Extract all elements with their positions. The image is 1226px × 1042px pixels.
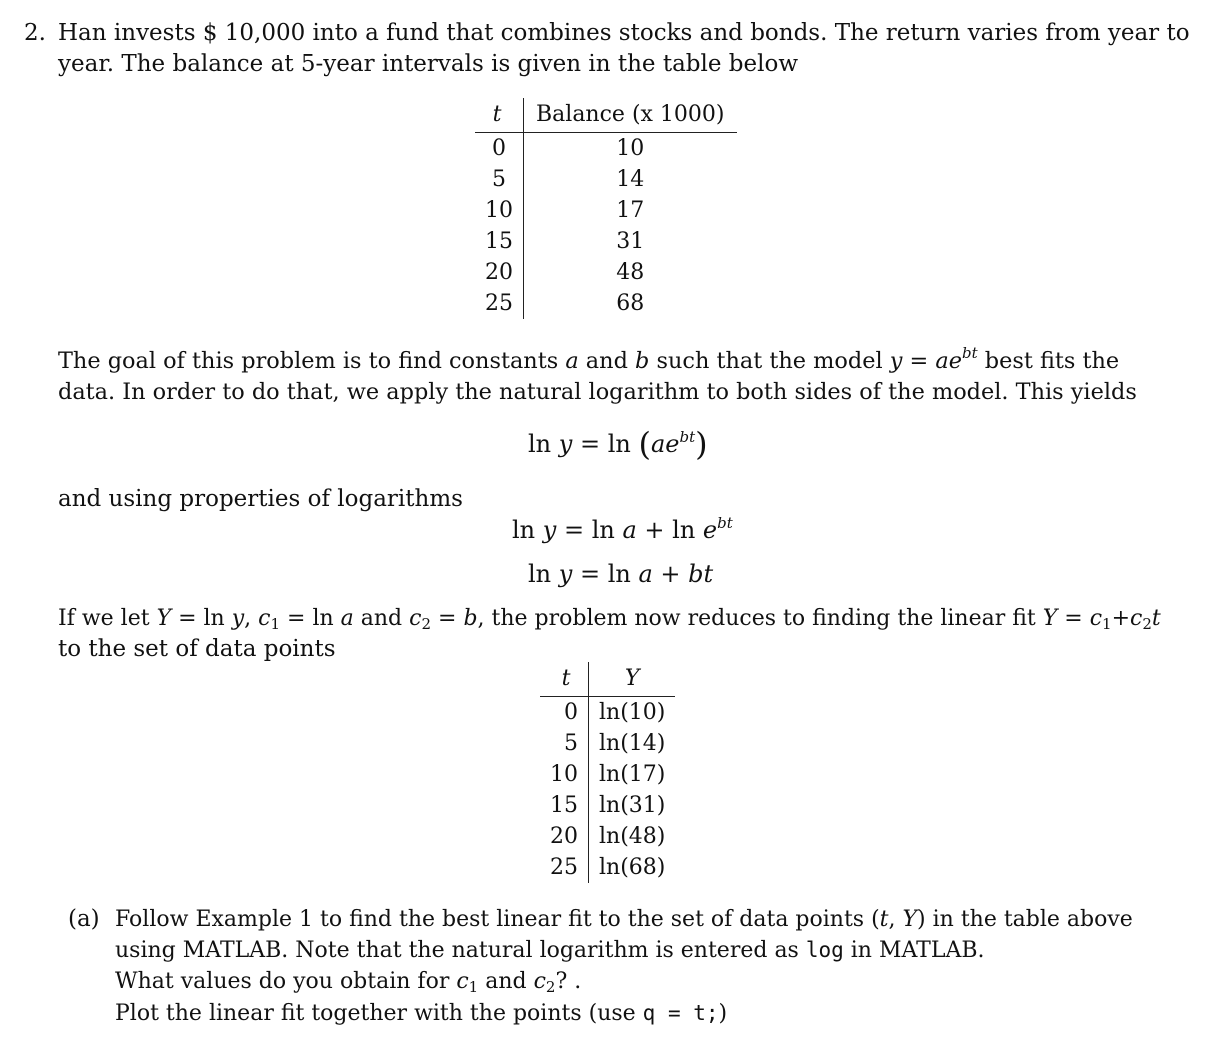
- table-row: [475, 257, 737, 288]
- table-row: [540, 852, 675, 883]
- equation-ln-model: $\ln y = \ln (ae^{bt})$: [528, 425, 708, 463]
- reduce-line-2: to the set of data points: [58, 636, 336, 662]
- table-row: [540, 759, 675, 790]
- log-table: [540, 662, 675, 883]
- table-row: [540, 821, 675, 852]
- cell-Y: ln(14): [599, 731, 666, 756]
- table-row: [475, 133, 737, 165]
- intro-line-2: year. The balance at 5-year intervals is given in the table below: [58, 51, 799, 77]
- table-row: [475, 226, 737, 257]
- cell-t: 20: [540, 821, 589, 852]
- table-row: [540, 728, 675, 759]
- balance-table: [475, 98, 737, 319]
- part-a-line-1: Follow Example 1 to find the best linear fit to the set of data points (t, Y) in the table above: [115, 907, 1133, 932]
- cell-t: 5: [475, 164, 524, 195]
- cell-Y: ln(17): [599, 762, 666, 787]
- cell-t: 0: [475, 133, 524, 165]
- properties-text: and using properties of logarithms: [58, 486, 463, 512]
- cell-t: 5: [540, 728, 589, 759]
- cell-balance: 10: [616, 136, 645, 161]
- cell-Y: ln(48): [599, 824, 666, 849]
- part-a-label: (a): [68, 906, 100, 932]
- table-row: [540, 697, 675, 729]
- reduce-line-1: If we let Y = ln y, $c_1 = \ln a$ and $c_2 = b$, the problem now reduces to finding the linear fit $Y = c_1+c_2t$: [58, 606, 1161, 633]
- cell-t: 20: [475, 257, 524, 288]
- intro-line-1: Han invests $ 10,000 into a fund that combines stocks and bonds. The return varies from year to: [58, 20, 1190, 46]
- column-header-t: t: [540, 662, 589, 697]
- cell-balance: 31: [616, 229, 645, 254]
- table-header-row: [540, 662, 675, 697]
- q-equals-t-code: q = t;: [642, 1001, 719, 1025]
- problem-number: 2.: [24, 20, 46, 46]
- part-a-line-2: using MATLAB. Note that the natural logarithm is entered as log in MATLAB.: [115, 938, 985, 963]
- cell-balance: 48: [616, 260, 645, 285]
- column-header-balance: Balance (x 1000): [524, 98, 737, 133]
- cell-t: 10: [540, 759, 589, 790]
- cell-t: 15: [475, 226, 524, 257]
- cell-Y: ln(68): [599, 855, 666, 880]
- table-row: [475, 288, 737, 319]
- cell-balance: 68: [616, 291, 645, 316]
- cell-t: 25: [540, 852, 589, 883]
- cell-balance: 17: [616, 198, 645, 223]
- column-header-Y: Y: [589, 662, 676, 697]
- table-row: [475, 195, 737, 226]
- equation-log-sum: $\ln y = \ln a + \ln e^{bt}$: [512, 514, 733, 544]
- log-code: log: [805, 938, 844, 962]
- table-row: [540, 790, 675, 821]
- part-a-line-3: What values do you obtain for $c_1$ and $c_2$? .: [115, 969, 582, 996]
- cell-t: 0: [540, 697, 589, 729]
- table-row: [475, 164, 737, 195]
- cell-t: 25: [475, 288, 524, 319]
- goal-line-2: data. In order to do that, we apply the natural logarithm to both sides of the model. This yields: [58, 379, 1137, 405]
- cell-Y: ln(31): [599, 793, 666, 818]
- cell-t: 15: [540, 790, 589, 821]
- column-header-t: t: [475, 98, 524, 133]
- cell-t: 10: [475, 195, 524, 226]
- table-header-row: [475, 98, 737, 133]
- cell-Y: ln(10): [599, 700, 666, 725]
- goal-line-1: The goal of this problem is to find constants a and b such that the model $y = ae^{bt}$ best fits the: [58, 344, 1120, 374]
- cell-balance: 14: [616, 167, 645, 192]
- part-a-line-4: Plot the linear fit together with the points (use q = t;): [115, 1001, 728, 1026]
- equation-linear-form: ln y = ln a + bt: [528, 560, 714, 588]
